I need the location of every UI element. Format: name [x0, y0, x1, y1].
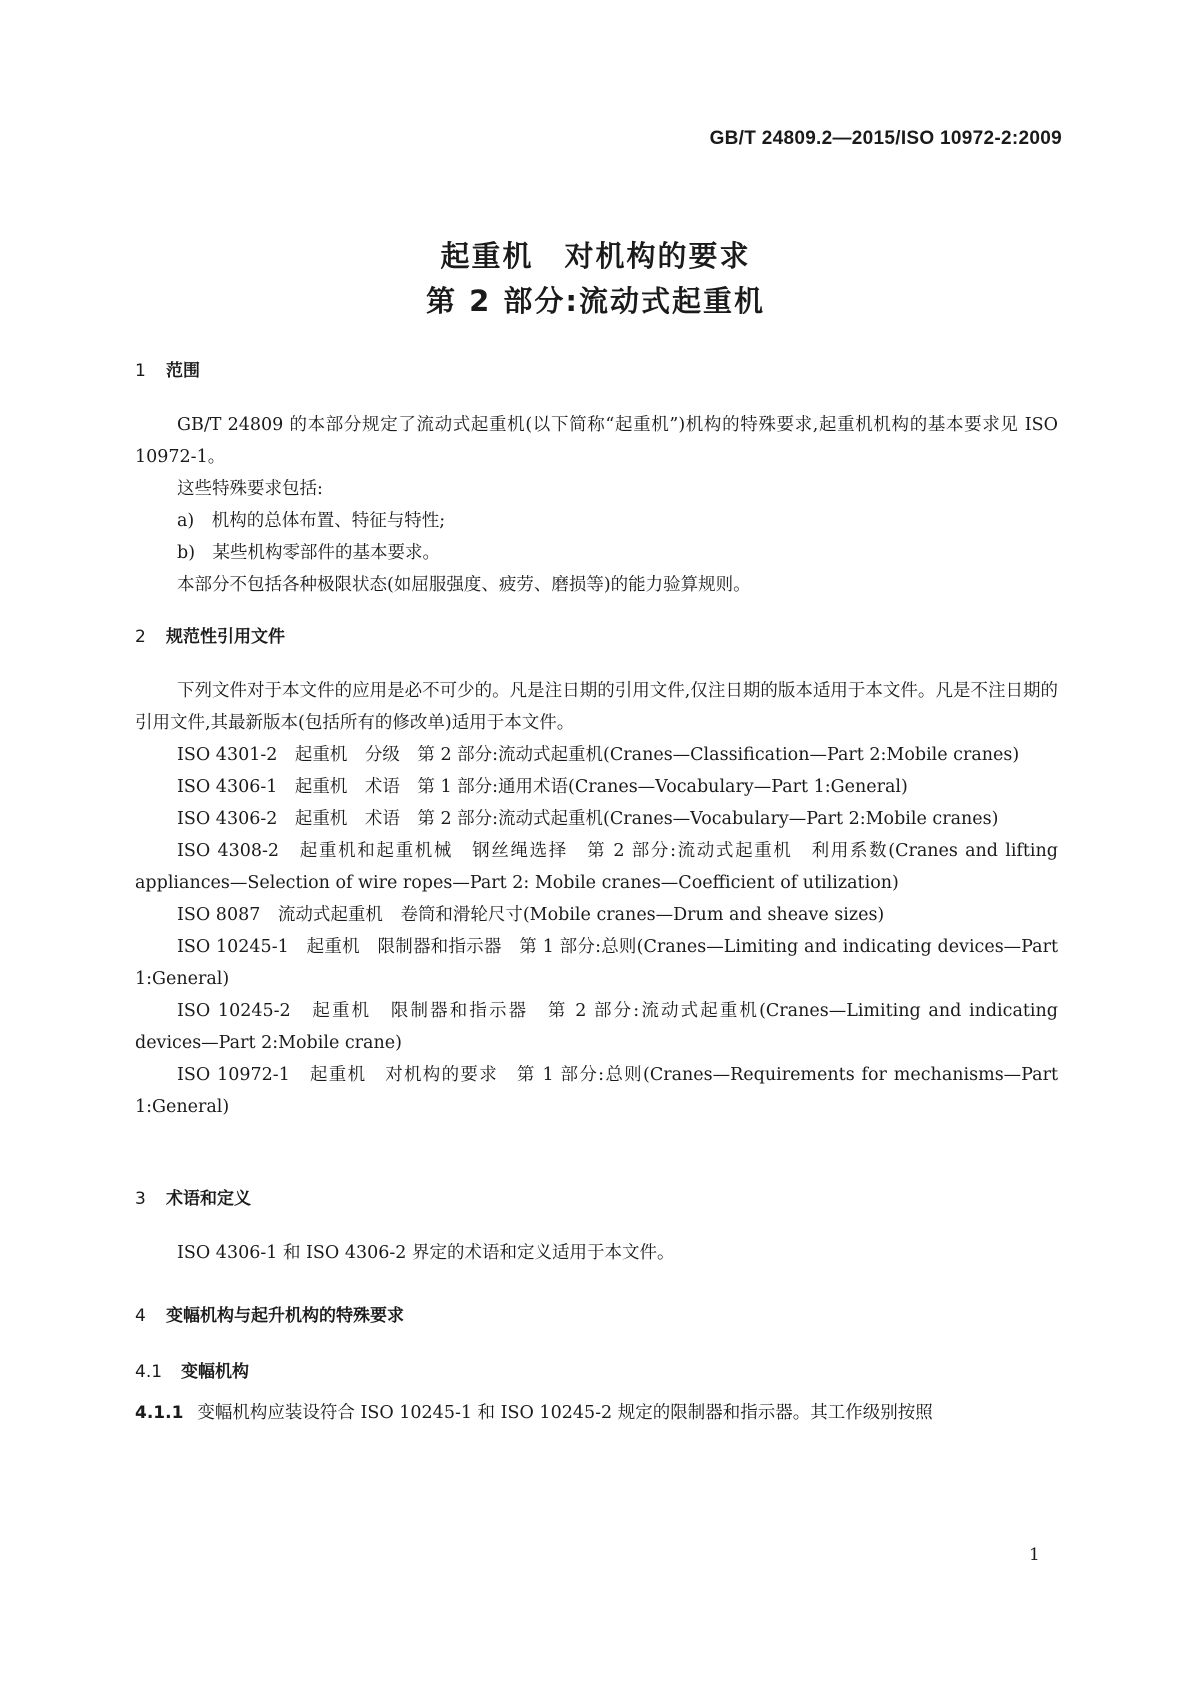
- section-title: 变幅机构与起升机构的特殊要求: [166, 1306, 404, 1326]
- section-title: 范围: [166, 361, 200, 381]
- document-title-main: 起重机 对机构的要求: [440, 239, 751, 273]
- section-3-heading: [135, 1184, 251, 1209]
- reference-item: ISO 10972-1 起重机 对机构的要求 第 1 部分:总则(Cranes—Requirements for mechanisms—Part 1:General): [135, 1065, 1058, 1117]
- reference-item: ISO 4301-2 起重机 分级 第 2 部分:流动式起重机(Cranes—Classification—Part 2:Mobile cranes): [177, 745, 1020, 765]
- section-number: 4: [135, 1306, 146, 1326]
- reference-item: ISO 10245-1 起重机 限制器和指示器 第 1 部分:总则(Cranes—Limiting and indicating devices—Part 1:General): [135, 937, 1058, 989]
- terms-paragraph: ISO 4306-1 和 ISO 4306-2 界定的术语和定义适用于本文件。: [177, 1243, 675, 1263]
- reference-item: ISO 4306-2 起重机 术语 第 2 部分:流动式起重机(Cranes—Vocabulary—Part 2:Mobile cranes): [177, 809, 999, 829]
- scope-paragraph-3: 本部分不包括各种极限状态(如屈服强度、疲劳、磨损等)的能力验算规则。: [177, 575, 751, 595]
- section-4-heading: [135, 1301, 404, 1326]
- section-number: 2: [135, 627, 146, 647]
- reference-item: ISO 8087 流动式起重机 卷筒和滑轮尺寸(Mobile cranes—Drum and sheave sizes): [177, 905, 885, 925]
- reference-item: ISO 4308-2 起重机和起重机械 钢丝绳选择 第 2 部分:流动式起重机 利用系数(Cranes and lifting appliances—Selection of wire ropes—Part 2: Mobile cranes—Coefficient of utilization): [135, 841, 1058, 893]
- section-title: 规范性引用文件: [166, 627, 285, 647]
- document-title-part: 第 2 部分:流动式起重机: [426, 284, 765, 318]
- clause-number: 4.1.1: [135, 1403, 184, 1423]
- clause-4-1-1: [135, 1397, 1058, 1429]
- reference-item: ISO 4306-1 起重机 术语 第 1 部分:通用术语(Cranes—Vocabulary—Part 1:General): [177, 777, 908, 797]
- clause-paragraph: [135, 1397, 1058, 1429]
- section-number: 3: [135, 1189, 146, 1209]
- section-number: 4.1: [135, 1362, 163, 1382]
- terms-body: [135, 1237, 1058, 1269]
- scope-paragraph-2: 这些特殊要求包括:: [177, 479, 323, 499]
- scope-list-item-a: a) 机构的总体布置、特征与特性;: [177, 511, 446, 531]
- section-title: 术语和定义: [166, 1189, 251, 1209]
- scope-paragraph-1: GB/T 24809 的本部分规定了流动式起重机(以下简称“起重机”)机构的特殊要求,起重机机构的基本要求见 ISO 10972-1。: [135, 415, 1058, 467]
- section-4-1-heading: [135, 1357, 249, 1382]
- scope-body: [135, 409, 1058, 601]
- section-number: 1: [135, 361, 146, 381]
- page-number: 1: [1029, 1545, 1040, 1565]
- scope-list-item-b: b) 某些机构零部件的基本要求。: [177, 543, 441, 563]
- normative-intro: 下列文件对于本文件的应用是必不可少的。凡是注日期的引用文件,仅注日期的版本适用于本文件。凡是不注日期的引用文件,其最新版本(包括所有的修改单)适用于本文件。: [135, 681, 1058, 733]
- clause-text: 变幅机构应装设符合 ISO 10245-1 和 ISO 10245-2 规定的限制器和指示器。其工作级别按照: [197, 1403, 933, 1423]
- reference-item: ISO 10245-2 起重机 限制器和指示器 第 2 部分:流动式起重机(Cranes—Limiting and indicating devices—Part 2:Mobile crane): [135, 1001, 1058, 1053]
- normative-references-body: [135, 675, 1058, 1123]
- section-1-heading: [135, 356, 200, 381]
- standard-code: GB/T 24809.2—2015/ISO 10972-2:2009: [709, 128, 1062, 149]
- section-2-heading: [135, 622, 285, 647]
- section-title: 变幅机构: [181, 1362, 249, 1382]
